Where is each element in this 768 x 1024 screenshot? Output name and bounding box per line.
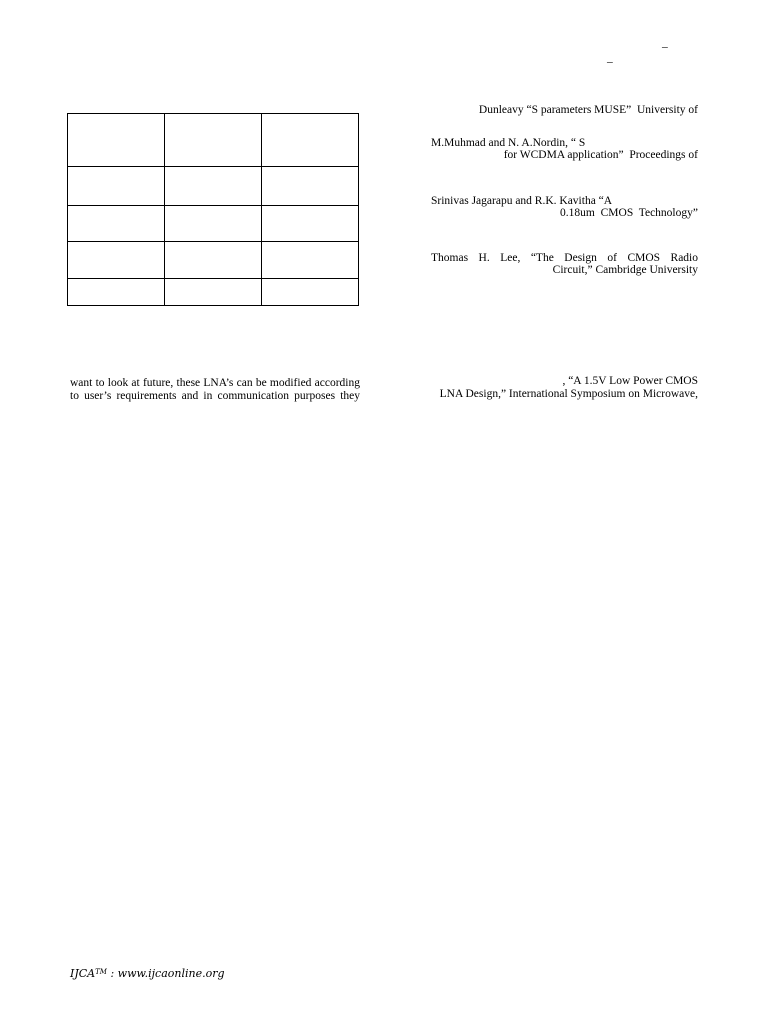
page-footer xyxy=(70,967,225,980)
reference-line: Dunleavy “S parameters MUSE” University of xyxy=(478,104,698,116)
table-cell xyxy=(165,242,262,279)
table-cell xyxy=(68,242,165,279)
reference-line: Circuit,” Cambridge University xyxy=(552,264,698,276)
reference-line: Srinivas Jagarapu and R.K. Kavitha “A xyxy=(431,195,613,207)
journal-website: : www.ijcaonline.org xyxy=(106,967,225,980)
reference-line: LNA Design,” International Symposium on Microwave, xyxy=(439,388,698,400)
table-row xyxy=(68,279,359,306)
table-row xyxy=(68,206,359,242)
table-row xyxy=(68,242,359,279)
reference-line: M.Muhmad and N. A.Nordin, “ S xyxy=(431,137,586,149)
reference-line: , “A 1.5V Low Power CMOS xyxy=(562,375,698,387)
journal-name: IJCA xyxy=(70,967,96,980)
table-cell xyxy=(68,114,165,167)
table-cell xyxy=(68,167,165,206)
table-cell xyxy=(68,279,165,306)
table-cell xyxy=(165,167,262,206)
paragraph-line: to user’s requirements and in communication purposes they xyxy=(70,390,360,402)
trademark-mark: TM xyxy=(95,968,107,976)
table-cell xyxy=(68,206,165,242)
reference-line: Thomas H. Lee, “The Design of CMOS Radio xyxy=(431,252,698,264)
table-cell xyxy=(262,206,359,242)
table-row xyxy=(68,167,359,206)
table-cell xyxy=(165,279,262,306)
reference-line: 0.18um CMOS Technology” xyxy=(560,207,698,219)
table-cell xyxy=(262,279,359,306)
header-dash: – xyxy=(662,41,668,53)
table-cell xyxy=(165,206,262,242)
paragraph-line: want to look at future, these LNA’s can be modified according xyxy=(70,377,360,389)
table-cell xyxy=(262,114,359,167)
table-row xyxy=(68,114,359,167)
results-table xyxy=(67,113,359,306)
table-cell xyxy=(165,114,262,167)
header-dash: – xyxy=(607,56,613,68)
reference-line: for WCDMA application” Proceedings of xyxy=(503,149,698,161)
table-cell xyxy=(262,167,359,206)
table-cell xyxy=(262,242,359,279)
